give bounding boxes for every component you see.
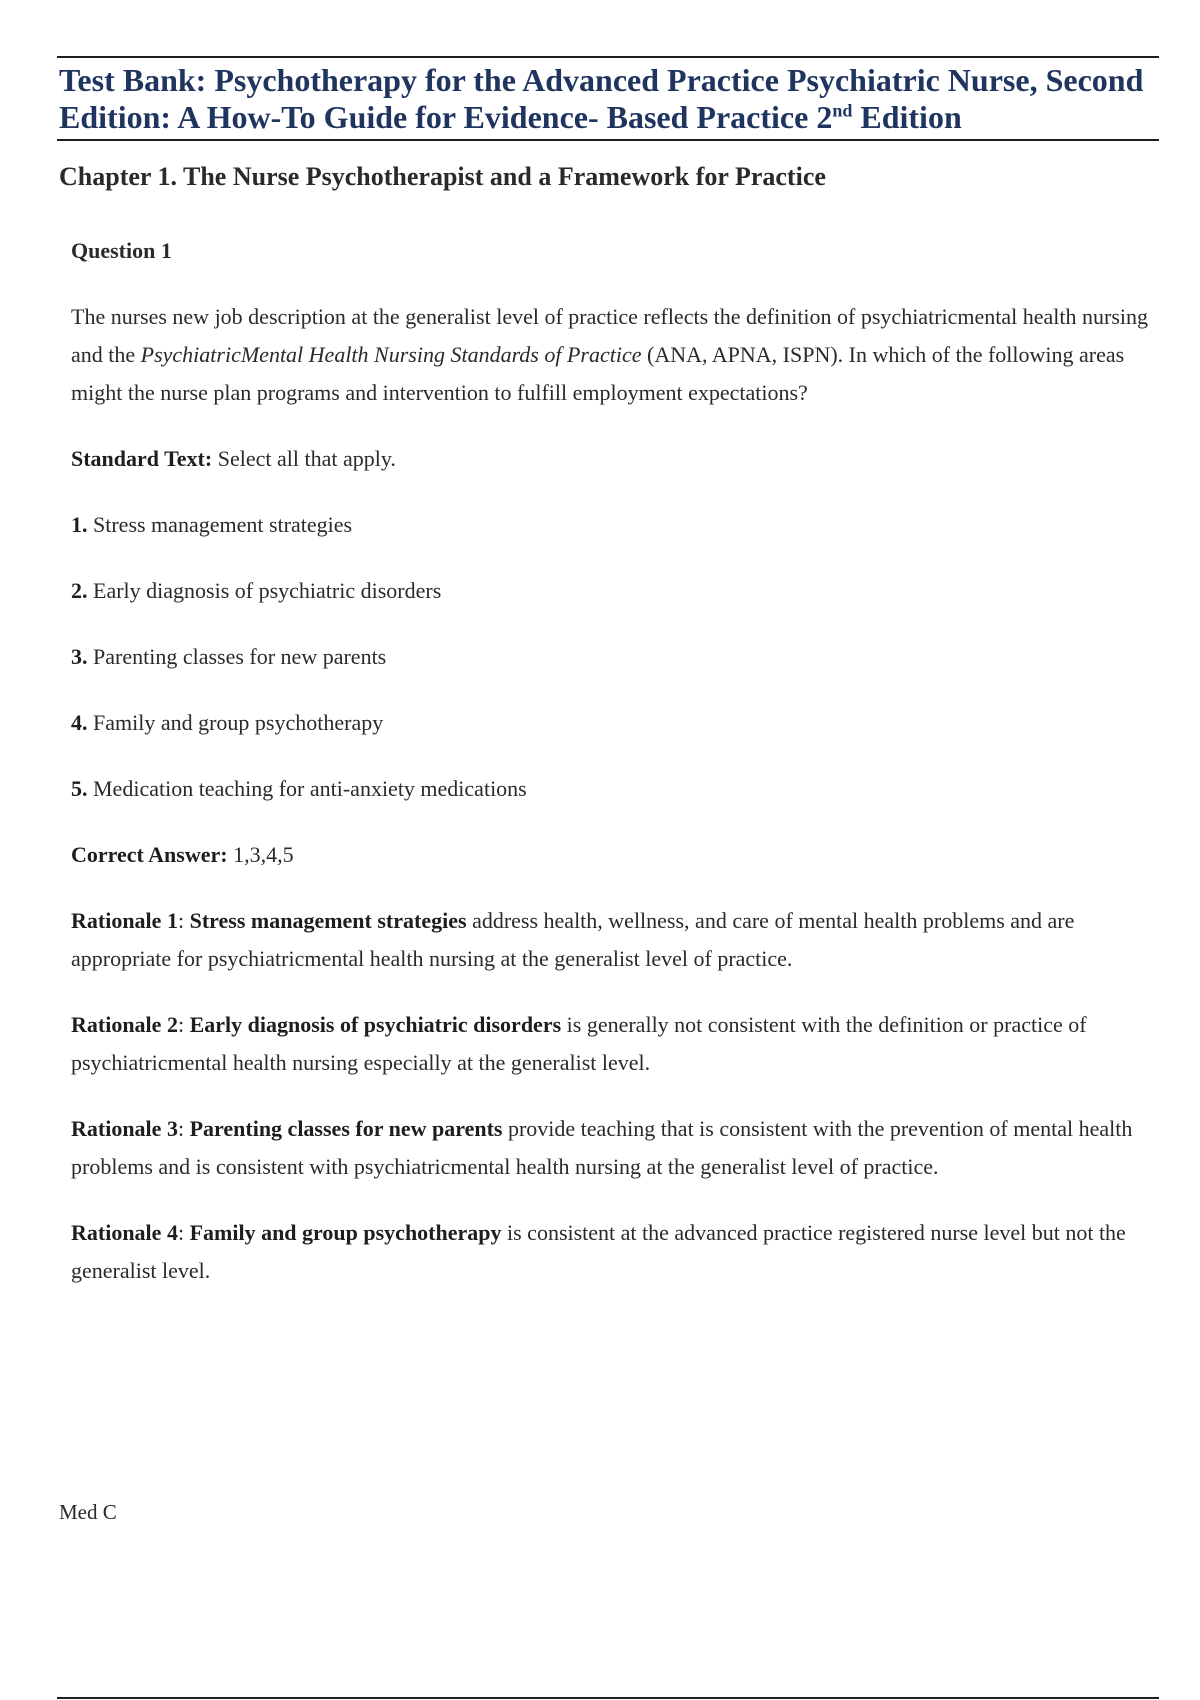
rationale-option: Early diagnosis of psychiatric disorders [189,1012,562,1037]
rationale-label: Rationale 2 [71,1012,178,1037]
stem-italic-title: PsychiatricMental Health Nursing Standards of Practice [140,342,642,367]
option-number: 4. [71,710,88,735]
question-content [71,232,1171,1318]
title-superscript: nd [832,100,853,121]
stem-text-end: (ANA, APNA, ISPN). In which of the following areas might the nurse plan programs and intervention to fulfill employment expectations? [71,342,1125,405]
correct-answer-label: Correct Answer: [71,842,228,867]
stem-text: The nurses new job description at the generalist level of practice reflects the definition of psychiatricmental health nursing and the [71,304,1149,367]
option-text: Parenting classes for new parents [87,644,387,669]
option-text: Stress management strategies [87,512,353,537]
top-rule [57,56,1159,58]
rationale-separator: : [177,908,190,933]
rationale-text: is generally not consistent with the definition or practice of psychiatricmental health nursing especially at the generalist level. [71,1012,1087,1075]
option-item [71,572,1171,610]
option-number: 1. [71,512,88,537]
standard-text-value: Select all that apply. [212,446,396,471]
rationale-item [71,1006,1171,1082]
rationale-option: Family and group psychotherapy [189,1220,502,1245]
option-text: Family and group psychotherapy [87,710,384,735]
correct-answer [71,836,1171,874]
rationale-label: Rationale 4 [71,1220,178,1245]
rationale-separator: : [177,1116,190,1141]
chapter-heading: Chapter 1. The Nurse Psychotherapist and a Framework for Practice [59,162,826,191]
option-text: Early diagnosis of psychiatric disorders [87,578,442,603]
rationale-item [71,1214,1171,1290]
correct-answer-value: 1,3,4,5 [227,842,294,867]
title-text-end: Edition [852,99,962,135]
standard-text-label: Standard Text: [71,446,213,471]
question-label: Question 1 [71,238,172,263]
bottom-rule [57,1697,1159,1699]
rationale-text: provide teaching that is consistent with the prevention of mental health problems and is consistent with psychiatricmental health nursing at the generalist level of practice. [71,1116,1133,1179]
option-item [71,770,1171,808]
question-stem [71,298,1171,412]
option-item [71,638,1171,676]
rationale-text: address health, wellness, and care of mental health problems and are appropriate for psychiatricmental health nursing at the generalist level of practice. [71,908,1075,971]
standard-text [71,440,1171,478]
title-text: Test Bank: Psychotherapy for the Advanced Practice Psychiatric Nurse, Second Edition: A How-To Guide for Evidence- Based Practice 2 [59,62,1144,135]
rationale-label: Rationale 1 [71,908,178,933]
option-item [71,506,1171,544]
rationale-separator: : [177,1220,190,1245]
rationale-item [71,1110,1171,1186]
title-rule [57,139,1159,141]
option-number: 3. [71,644,88,669]
rationale-item [71,902,1171,978]
option-number: 5. [71,776,88,801]
rationale-option: Stress management strategies [189,908,467,933]
option-item [71,704,1171,742]
rationale-label: Rationale 3 [71,1116,178,1141]
rationale-option: Parenting classes for new parents [189,1116,503,1141]
footer-text: Med C [59,1500,117,1524]
rationale-text: is consistent at the advanced practice registered nurse level but not the generalist level. [71,1220,1126,1283]
rationale-separator: : [177,1012,190,1037]
option-text: Medication teaching for anti-anxiety medications [87,776,527,801]
document-title [59,62,1169,136]
option-number: 2. [71,578,88,603]
